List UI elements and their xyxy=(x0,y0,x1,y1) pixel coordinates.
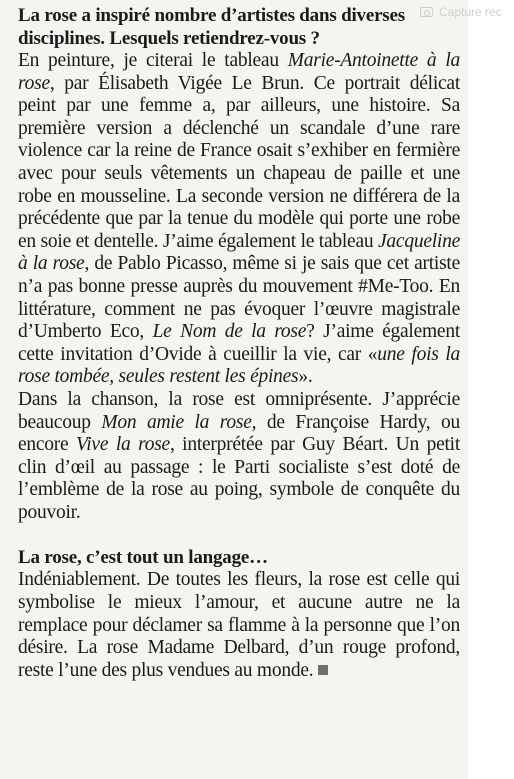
text-span: , interprétée par Guy Béart. Un petit clin d’œil au passage : le Parti socialiste s’est doté de l’emblème de la rose au poing, symbole de conquête du pouvoir. xyxy=(18,434,460,523)
answer-paragraph-song xyxy=(18,389,460,525)
song-title: Vive la rose xyxy=(76,434,170,456)
book-title: Le Nom de la rose xyxy=(152,321,307,343)
section-spacer xyxy=(18,524,460,546)
answer-paragraph-painting-literature xyxy=(18,50,460,389)
artwork-title: Jacqueline à la rose xyxy=(18,230,460,275)
overlay-label: Capture rec xyxy=(439,5,502,19)
camera-icon xyxy=(420,7,433,17)
screen-capture-overlay[interactable] xyxy=(420,5,502,19)
text-span: , par Élisabeth Vigée Le Brun. Ce portrait délicat peint par une femme a, par ailleurs, une histoire. Sa première version a déclenché un scandale d’une rare violence car la reine de France osait s’exhiber en fermière avec pour seuls vêtements un chapeau de paille et une robe en mousseline. La seconde version ne différera de la précédente que par la tenue du modèle qui porte une robe en soie et dentelle. J’aime également le tableau xyxy=(18,72,460,252)
text-span: En peinture, je citerai le tableau xyxy=(18,50,288,71)
text-span: Dans la chanson, la rose est omniprésente. J’apprécie beaucoup xyxy=(18,388,460,433)
song-title: Mon amie la rose xyxy=(101,411,252,433)
quote: une fois la rose tombée, seules restent les épines xyxy=(18,343,460,388)
answer-paragraph-language xyxy=(18,569,460,682)
text-span: ». xyxy=(298,366,313,388)
text-span: ? J’aime également cette invitation d’Ovide à cueillir la vie, car « xyxy=(18,321,460,365)
text-span: Indéniablement. De toutes les fleurs, la rose est celle qui symbolise le mieux l’amour, et aucune autre ne la remplace pour déclamer sa flamme à la personne que l’on désire. La rose Madame Delbard, d’un rouge profond, reste l’une des plus vendues au monde. xyxy=(18,569,460,681)
text-span: , de Pablo Picasso, même si je sais que cet artiste n’a pas bonne presse auprès du mouvement #Me-Too. En littérature, comment ne pas évoquer l’œuvre magistrale d’Umberto Eco, xyxy=(18,253,460,343)
artwork-title: Marie-Antoinette à la rose xyxy=(18,50,460,94)
question-heading-2: La rose, c’est tout un langage… xyxy=(18,547,268,569)
text-span: , de Françoise Hardy, ou encore xyxy=(18,411,460,456)
end-of-article-square xyxy=(318,665,328,675)
question-heading-1: La rose a inspiré nombre d’artistes dans diverses disciplines. Lesquels retiendrez-vous ? xyxy=(18,5,405,49)
